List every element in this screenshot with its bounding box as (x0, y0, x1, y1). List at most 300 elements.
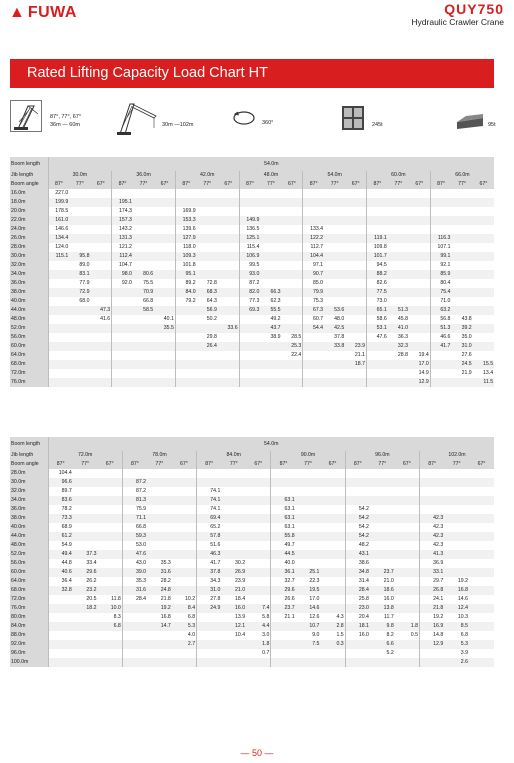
capacity-cell (430, 360, 451, 369)
table-row (10, 279, 494, 288)
capacity-cell (469, 496, 494, 505)
capacity-cell (90, 225, 111, 234)
capacity-cell (282, 189, 303, 198)
capacity-cell (469, 586, 494, 595)
capacity-cell (395, 523, 420, 532)
capacity-cell: 25.1 (296, 568, 321, 577)
table-row (10, 270, 494, 279)
capacity-cell (260, 189, 281, 198)
capacity-cell: 169.9 (175, 207, 196, 216)
capacity-cell (90, 351, 111, 360)
capacity-cell (320, 658, 345, 667)
capacity-cell: 57.8 (197, 532, 222, 541)
capacity-cell (473, 315, 494, 324)
capacity-cell (395, 568, 420, 577)
capacity-cell (69, 369, 90, 378)
capacity-cell (444, 469, 469, 478)
capacity-cell (451, 252, 472, 261)
capacity-cell (218, 243, 239, 252)
capacity-cell (370, 532, 395, 541)
capacity-cell (69, 351, 90, 360)
carbody-weight-icon (456, 112, 484, 130)
capacity-cell: 13.9 (235, 614, 246, 620)
capacity-cell: 11.5 (473, 378, 494, 387)
capacity-cell (419, 478, 444, 487)
capacity-cell (218, 306, 239, 315)
capacity-cell (271, 469, 296, 478)
capacity-cell: 3.0 (262, 632, 270, 638)
boom-angle-header: 67° (473, 180, 494, 189)
capacity-cell (175, 351, 196, 360)
capacity-cell (419, 658, 444, 667)
capacity-cell: 82.6 (367, 279, 388, 288)
capacity-cell: 95.1 (175, 270, 196, 279)
capacity-cell: 29.6 (271, 586, 296, 595)
capacity-cell: 50.2 (206, 316, 217, 322)
capacity-cell: 54.2 (345, 505, 370, 514)
capacity-cell: 21.1 (271, 613, 296, 622)
capacity-cell (175, 342, 196, 351)
table-row (10, 640, 494, 649)
capacity-cell (133, 324, 154, 333)
capacity-cell (90, 270, 111, 279)
capacity-cell (147, 478, 172, 487)
jib-length-header: 84.0m (197, 451, 271, 460)
capacity-cell (409, 207, 430, 216)
table-row (10, 216, 494, 225)
capacity-cell: 42.3 (419, 541, 444, 550)
radius-cell: 84.0m (10, 622, 48, 631)
table-row (10, 496, 494, 505)
capacity-cell (246, 523, 271, 532)
radius-cell: 38.0m (10, 514, 48, 523)
capacity-cell: 40.0 (271, 559, 296, 568)
capacity-cell (197, 369, 218, 378)
boom-length-label: Boom length (10, 437, 48, 451)
capacity-cell (345, 369, 366, 378)
capacity-cell (175, 378, 196, 387)
capacity-cell (90, 288, 111, 297)
capacity-cell: 23.9 (235, 578, 246, 584)
capacity-cell (430, 207, 451, 216)
capacity-cell (154, 342, 175, 351)
capacity-cell (197, 216, 218, 225)
capacity-cell: 14.6 (296, 604, 321, 613)
capacity-cell: 27.6 (461, 352, 472, 358)
capacity-cell (98, 631, 123, 640)
capacity-cell (172, 649, 197, 658)
capacity-cell (221, 640, 246, 649)
capacity-cell (48, 622, 73, 631)
capacity-cell: 42.3 (419, 523, 444, 532)
capacity-cell (430, 378, 451, 387)
capacity-cell: 54.9 (48, 541, 73, 550)
capacity-cell (473, 261, 494, 270)
capacity-cell: 68.0 (79, 298, 90, 304)
capacity-cell: 53.1 (367, 324, 388, 333)
capacity-cell (133, 369, 154, 378)
capacity-cell (388, 189, 409, 198)
capacity-cell (367, 369, 388, 378)
capacity-cell (172, 550, 197, 559)
capacity-cell (175, 324, 196, 333)
capacity-cell: 20.4 (345, 613, 370, 622)
capacity-cell (154, 207, 175, 216)
capacity-cell (172, 496, 197, 505)
capacity-cell (73, 640, 98, 649)
capacity-cell (112, 324, 133, 333)
capacity-cell: 63.1 (271, 505, 296, 514)
capacity-cell (197, 261, 218, 270)
capacity-cell (172, 505, 197, 514)
capacity-cell (221, 658, 246, 667)
capacity-cell (345, 333, 366, 342)
capacity-cell: 48.2 (345, 541, 370, 550)
capacity-cell: 26.4 (197, 342, 218, 351)
capacity-cell (197, 640, 222, 649)
capacity-cell (282, 315, 303, 324)
capacity-cell: 43.1 (345, 550, 370, 559)
capacity-cell (260, 279, 281, 288)
capacity-cell (303, 216, 324, 225)
boom-angle-header: 87° (48, 460, 73, 469)
capacity-cell (303, 333, 324, 342)
capacity-cell (260, 270, 281, 279)
capacity-cell (90, 360, 111, 369)
capacity-cell: 13.4 (483, 370, 494, 376)
capacity-cell (239, 369, 260, 378)
capacity-cell: 33.6 (218, 324, 239, 333)
capacity-cell (73, 532, 98, 541)
capacity-cell (133, 225, 154, 234)
capacity-cell (112, 378, 133, 387)
capacity-cell: 4.4 (246, 622, 271, 631)
capacity-cell: 75.4 (430, 288, 451, 297)
capacity-cell: 13.8 (370, 604, 395, 613)
capacity-cell (296, 469, 321, 478)
capacity-cell (154, 288, 175, 297)
capacity-cell (112, 360, 133, 369)
capacity-cell (69, 243, 90, 252)
capacity-cell (133, 189, 154, 198)
capacity-cell (303, 369, 324, 378)
capacity-cell: 53.0 (122, 541, 147, 550)
capacity-cell: 63.2 (430, 306, 451, 315)
capacity-cell (451, 207, 472, 216)
radius-cell: 92.0m (10, 640, 48, 649)
jib-length-label: Jib length (10, 171, 48, 180)
capacity-cell (388, 297, 409, 306)
capacity-cell: 7.5 (296, 640, 321, 649)
radius-cell: 18.0m (10, 198, 48, 207)
table-row (10, 189, 494, 198)
counterweight-icon (340, 102, 366, 132)
capacity-cell: 26.6 (271, 595, 296, 604)
capacity-cell (221, 496, 246, 505)
boom-angle-header: 77° (444, 460, 469, 469)
jib-length-header: 90.0m (271, 451, 345, 460)
capacity-cell: 41.7 (430, 342, 451, 351)
capacity-cell (154, 216, 175, 225)
capacity-cell (98, 640, 123, 649)
capacity-cell (112, 297, 133, 306)
capacity-cell (296, 658, 321, 667)
capacity-cell (197, 478, 222, 487)
capacity-cell (218, 333, 239, 342)
carbody-weight-label: 95t (488, 122, 496, 128)
capacity-cell (303, 342, 324, 351)
capacity-cell: 174.3 (112, 207, 133, 216)
table-row (10, 649, 494, 658)
capacity-cell (73, 658, 98, 667)
capacity-cell (370, 496, 395, 505)
capacity-cell (197, 225, 218, 234)
capacity-cell (197, 360, 218, 369)
capacity-cell (147, 496, 172, 505)
capacity-cell: 17.0 (309, 596, 320, 602)
capacity-cell (98, 469, 123, 478)
capacity-cell (69, 207, 90, 216)
capacity-cell (430, 216, 451, 225)
table-row (10, 505, 494, 514)
capacity-cell (69, 342, 90, 351)
capacity-cell (218, 288, 239, 297)
radius-cell: 52.0m (10, 550, 48, 559)
capacity-cell (90, 207, 111, 216)
capacity-cell (345, 640, 370, 649)
radius-cell: 22.0m (10, 216, 48, 225)
swing-icon (232, 110, 256, 126)
capacity-cell: 28.2 (160, 578, 171, 584)
capacity-cell (112, 306, 133, 315)
capacity-cell (303, 198, 324, 207)
capacity-cell: 32.3 (388, 342, 409, 351)
capacity-cell (469, 505, 494, 514)
capacity-cell: 30.2 (235, 560, 246, 566)
radius-cell: 64.0m (10, 577, 48, 586)
capacity-cell (324, 360, 345, 369)
capacity-cell (218, 216, 239, 225)
capacity-cell (320, 559, 345, 568)
capacity-cell (282, 198, 303, 207)
capacity-cell (370, 559, 395, 568)
capacity-cell (260, 234, 281, 243)
capacity-cell: 92.0 (112, 279, 133, 288)
capacity-cell (73, 613, 98, 622)
capacity-cell (296, 523, 321, 532)
capacity-cell (271, 622, 296, 631)
capacity-cell (419, 496, 444, 505)
capacity-cell: 0.7 (262, 650, 270, 656)
capacity-cell (473, 288, 494, 297)
capacity-cell (246, 478, 271, 487)
radius-cell: 44.0m (10, 532, 48, 541)
capacity-cell: 59.3 (122, 532, 147, 541)
capacity-cell: 6.8 (460, 632, 469, 638)
table-row (10, 351, 494, 360)
capacity-cell: 63.1 (271, 523, 296, 532)
capacity-cell: 40.6 (48, 568, 73, 577)
capacity-cell: 32.8 (48, 586, 73, 595)
capacity-cell (271, 487, 296, 496)
capacity-cell: 21.0 (221, 586, 246, 595)
table-row (10, 288, 494, 297)
capacity-cell (345, 234, 366, 243)
capacity-cell (147, 514, 172, 523)
capacity-cell (48, 604, 73, 613)
capacity-cell: 66.8 (122, 523, 147, 532)
capacity-cell (239, 378, 260, 387)
capacity-cell (409, 342, 430, 351)
capacity-cell: 56.8 (430, 315, 451, 324)
capacity-cell: 25.3 (282, 342, 303, 351)
capacity-cell: 35.0 (461, 334, 472, 340)
boom-length-row (10, 157, 494, 171)
capacity-cell (133, 378, 154, 387)
capacity-cell (172, 487, 197, 496)
capacity-cell (69, 198, 90, 207)
capacity-cell (246, 541, 271, 550)
capacity-cell: 31.4 (345, 577, 370, 586)
capacity-cell: 21.0 (383, 578, 394, 584)
capacity-cell (324, 216, 345, 225)
capacity-cell (133, 342, 154, 351)
radius-cell: 28.0m (10, 469, 48, 478)
capacity-cell: 10.2 (184, 596, 196, 602)
capacity-cell (197, 234, 218, 243)
capacity-cell: 26.2 (86, 578, 97, 584)
capacity-cell: 97.1 (303, 261, 324, 270)
capacity-cell: 195.1 (112, 198, 133, 207)
capacity-cell: 47.6 (367, 333, 388, 342)
capacity-cell (409, 243, 430, 252)
capacity-cell (260, 243, 281, 252)
capacity-cell: 26.8 (419, 586, 444, 595)
capacity-cell (388, 288, 409, 297)
capacity-cell (175, 360, 196, 369)
jib-length-label: Jib length (10, 451, 48, 460)
capacity-cell (345, 306, 366, 315)
radius-cell: 72.0m (10, 369, 48, 378)
capacity-cell (73, 487, 98, 496)
table-row (10, 604, 494, 613)
capacity-cell (69, 333, 90, 342)
capacity-cell (395, 649, 420, 658)
capacity-cell (345, 270, 366, 279)
capacity-cell (324, 378, 345, 387)
table-row (10, 234, 494, 243)
capacity-cell (271, 640, 296, 649)
radius-cell: 96.0m (10, 649, 48, 658)
radius-cell: 88.0m (10, 631, 48, 640)
capacity-cell (473, 198, 494, 207)
jib-length-row (10, 171, 494, 180)
capacity-cell: 89.0 (79, 262, 90, 268)
capacity-cell: 12.6 (309, 614, 320, 620)
capacity-cell (473, 252, 494, 261)
capacity-cell (48, 360, 69, 369)
capacity-cell: 84.0 (175, 288, 196, 297)
capacity-cell (395, 469, 420, 478)
capacity-cell (271, 631, 296, 640)
capacity-cell: 99.5 (239, 261, 260, 270)
capacity-cell (154, 270, 175, 279)
capacity-cell (133, 351, 154, 360)
capacity-cell: 10.0 (98, 604, 123, 613)
capacity-cell (473, 324, 494, 333)
capacity-cell (154, 261, 175, 270)
capacity-cell (221, 550, 246, 559)
capacity-cell (154, 225, 175, 234)
capacity-cell: 1.8 (246, 640, 271, 649)
table-row (10, 541, 494, 550)
capacity-cell: 95.8 (69, 252, 90, 261)
radius-cell: 52.0m (10, 324, 48, 333)
capacity-cell (395, 487, 420, 496)
jib-icon (116, 100, 160, 136)
capacity-cell (48, 631, 73, 640)
capacity-cell (320, 478, 345, 487)
jib-length-header: 72.0m (48, 451, 122, 460)
capacity-cell (90, 324, 111, 333)
capacity-cell (122, 631, 147, 640)
capacity-cell: 81.3 (122, 496, 147, 505)
capacity-cell: 29.8 (206, 334, 217, 340)
jib-length-header: 48.0m (239, 171, 303, 180)
capacity-cell: 87.2 (239, 279, 260, 288)
radius-cell: 68.0m (10, 586, 48, 595)
capacity-cell: 71.1 (122, 514, 147, 523)
capacity-cell (246, 532, 271, 541)
capacity-cell: 115.1 (48, 252, 69, 261)
capacity-cell: 55.8 (271, 532, 296, 541)
capacity-cell (239, 324, 260, 333)
boom-angle-header: 77° (451, 180, 472, 189)
capacity-cell (154, 333, 175, 342)
capacity-cell (282, 243, 303, 252)
capacity-cell (90, 279, 111, 288)
radius-cell: 30.0m (10, 478, 48, 487)
capacity-cell (175, 189, 196, 198)
capacity-cell: 54.4 (303, 324, 324, 333)
radius-cell: 32.0m (10, 487, 48, 496)
capacity-cell (469, 577, 494, 586)
capacity-cell (345, 658, 370, 667)
capacity-cell (395, 559, 420, 568)
capacity-cell (48, 342, 69, 351)
capacity-cell (444, 505, 469, 514)
capacity-cell (221, 478, 246, 487)
capacity-cell (218, 252, 239, 261)
capacity-cell (469, 550, 494, 559)
capacity-cell: 16.0 (221, 604, 246, 613)
jib-length-header: 60.0m (367, 171, 431, 180)
capacity-cell (122, 613, 147, 622)
capacity-cell (239, 333, 260, 342)
capacity-cell (246, 469, 271, 478)
capacity-cell (395, 613, 420, 622)
capacity-cell (172, 577, 197, 586)
capacity-cell (73, 631, 98, 640)
capacity-cell (98, 568, 123, 577)
boom-length-value: 54.0m (48, 437, 494, 451)
capacity-cell (388, 234, 409, 243)
capacity-cell: 4.3 (336, 614, 344, 620)
capacity-cell (98, 658, 123, 667)
jib-length-header: 30.0m (48, 171, 112, 180)
capacity-cell (98, 514, 123, 523)
capacity-cell (172, 523, 197, 532)
